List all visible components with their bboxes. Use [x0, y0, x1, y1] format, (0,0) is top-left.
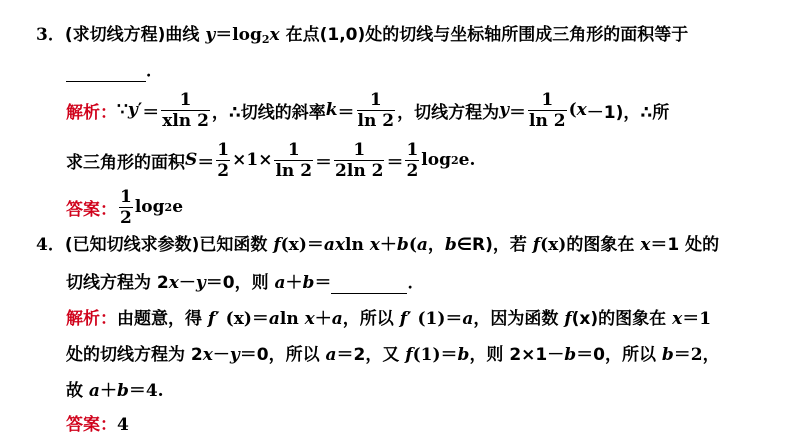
var-a: a — [331, 309, 343, 329]
ln: ln — [345, 235, 370, 255]
arg: (x) — [280, 235, 307, 255]
text: ＝0，所以 — [576, 345, 662, 365]
var-b: b — [661, 345, 674, 365]
frac-1-over-2 — [119, 187, 133, 228]
q3-sub: 2 — [261, 33, 270, 46]
text: 处的切线方程为 2 — [66, 345, 203, 365]
text: ，切线方程为 — [397, 102, 500, 123]
eq: ＝ — [142, 102, 160, 123]
var-a: a — [325, 345, 337, 365]
var-b: b — [444, 235, 457, 255]
frac-1-over-ln2 — [528, 90, 567, 131]
text: (x)＝ — [219, 309, 269, 329]
q3-analysis-line2 — [66, 138, 475, 182]
var-y: y — [127, 100, 138, 120]
frac-num: 1 — [353, 139, 366, 160]
frac-den: 2 — [217, 160, 230, 181]
frac-den: xln 2 — [162, 110, 209, 131]
text: (1)＝ — [412, 345, 458, 365]
prime: ′ — [215, 309, 220, 329]
text: 故 — [66, 381, 89, 401]
text: ∈R)，若 — [456, 235, 533, 255]
because-symbol: ∵ — [117, 100, 128, 120]
frac-num: 1 — [541, 89, 554, 110]
q3-answer-label: 答案： — [66, 199, 117, 220]
var-a: a — [274, 273, 286, 293]
log: log — [134, 197, 165, 217]
text: －1)，∴所 — [586, 102, 670, 123]
text: ，∴切线的斜率 — [211, 102, 326, 123]
sub: 2 — [450, 153, 459, 167]
q3-text: 曲线 — [165, 25, 206, 45]
var-y: y — [229, 345, 240, 365]
q4-analysis-label: 解析： — [66, 309, 117, 329]
q4-analysis-line3 — [66, 376, 164, 401]
text: (1)＝ — [411, 309, 463, 329]
q4-tag: (已知切线求参数) — [64, 235, 200, 255]
eq: ＝ — [509, 102, 526, 123]
blank-line — [66, 61, 146, 82]
q3-answer-blank — [66, 56, 163, 82]
text: ，则 2×1－ — [469, 345, 565, 365]
var-b: b — [457, 345, 470, 365]
frac-1-over-2 — [216, 140, 230, 181]
frac-num: 1 — [406, 139, 419, 160]
e: e — [172, 197, 184, 217]
frac-den: ln 2 — [275, 160, 313, 181]
var-b: b — [396, 235, 409, 255]
frac-den: 2 — [120, 207, 132, 228]
var-k: k — [325, 100, 338, 120]
var-b: b — [302, 273, 315, 293]
eq: ＝ — [315, 152, 333, 173]
q4-analysis-line2 — [66, 340, 720, 365]
q3-analysis-label: 解析： — [66, 102, 117, 123]
var-f: f — [273, 235, 281, 255]
times: ×1× — [232, 150, 273, 170]
text: ＝2， — [673, 345, 720, 365]
q3-end: ． — [146, 61, 163, 81]
e: e. — [458, 150, 476, 170]
frac-den: 2 — [406, 160, 419, 181]
var-f: f — [405, 345, 413, 365]
var-f: f — [207, 309, 216, 329]
q3-question — [36, 20, 688, 46]
paren: ( — [568, 100, 577, 120]
minus: － — [212, 345, 230, 365]
text: ＝0，则 — [205, 273, 275, 293]
q4-answer-value: 4 — [117, 415, 129, 435]
text: ，所以 — [342, 309, 400, 329]
var-f: f — [564, 309, 572, 329]
text: 已知函数 — [199, 235, 274, 255]
prime: ′ — [407, 309, 412, 329]
var-x: x — [369, 235, 380, 255]
eq: ＝ — [337, 102, 355, 123]
text: ＝2，又 — [336, 345, 406, 365]
q3-answer — [66, 185, 183, 229]
plus: ＋ — [314, 309, 332, 329]
var-a: a — [268, 309, 280, 329]
text: 由题意，得 — [117, 309, 208, 329]
var-a: a — [323, 235, 335, 255]
frac-num: 1 — [179, 89, 192, 110]
frac-1-over-2 — [405, 140, 419, 181]
frac-den: ln 2 — [357, 110, 395, 131]
text: ＝4. — [128, 381, 164, 401]
plus: ＋ — [379, 235, 397, 255]
var-x: x — [672, 309, 683, 329]
q3-number: 3． — [36, 25, 65, 45]
frac-num: 1 — [120, 186, 132, 207]
text: 的图象在 — [566, 235, 641, 255]
q4-answer — [66, 410, 129, 435]
text: ＝1 处的 — [650, 235, 720, 255]
plus: ＋ — [99, 381, 117, 401]
var-a: a — [462, 309, 474, 329]
paren: ( — [408, 235, 417, 255]
q3-tag: (求切线方程) — [64, 25, 166, 45]
frac-num: 1 — [369, 89, 382, 110]
var-x: x — [334, 235, 346, 255]
var-x: x — [304, 309, 315, 329]
text: 求三角形的面积 — [66, 152, 185, 173]
frac-1-over-ln2 — [274, 140, 313, 181]
eq: ＝ — [197, 152, 215, 173]
q4-question-line2 — [66, 268, 424, 294]
var-x: x — [202, 345, 213, 365]
q3-var-y: y — [205, 25, 216, 45]
eq: ＝ — [386, 152, 404, 173]
blank-line — [331, 273, 407, 294]
minus: － — [178, 273, 196, 293]
sub: 2 — [164, 200, 173, 214]
var-a: a — [416, 235, 428, 255]
q3-text2: 在点(1,0)处的切线与坐标轴所围成三角形的面积等于 — [279, 25, 689, 45]
text: (x)的图象在 — [571, 309, 673, 329]
arg: (x) — [540, 235, 567, 255]
q4-analysis-line1 — [66, 304, 711, 329]
log: log — [421, 150, 451, 170]
frac-num: 1 — [217, 139, 230, 160]
frac-den: ln 2 — [529, 110, 566, 131]
q4-answer-label: 答案： — [66, 415, 117, 435]
frac-1-over-xln2 — [161, 90, 210, 131]
q4-number: 4． — [36, 235, 65, 255]
eq: ＝ — [306, 235, 324, 255]
q3-var-x: x — [269, 25, 280, 45]
text: ，因为函数 — [473, 309, 565, 329]
var-b: b — [116, 381, 129, 401]
var-f: f — [532, 235, 541, 255]
ln: ln — [279, 309, 305, 329]
frac-den: 2ln 2 — [335, 160, 384, 181]
var-b: b — [564, 345, 577, 365]
comma: ， — [427, 235, 445, 255]
text: ＝0，所以 — [239, 345, 326, 365]
q3-eq: ＝log — [215, 25, 262, 45]
var-x: x — [168, 273, 179, 293]
text: 切线方程为 2 — [66, 273, 169, 293]
var-x: x — [576, 100, 587, 120]
var-x: x — [640, 235, 651, 255]
var-y: y — [195, 273, 206, 293]
frac-num: 1 — [287, 139, 300, 160]
var-f: f — [399, 309, 408, 329]
var-y: y — [499, 100, 509, 120]
q4-question-line1 — [36, 230, 719, 255]
text: ＝1 — [682, 309, 712, 329]
plus: ＋ — [285, 273, 303, 293]
period: ． — [407, 273, 425, 293]
prime: ′ — [137, 100, 143, 120]
var-a: a — [88, 381, 100, 401]
var-s: S — [185, 150, 198, 170]
eq: ＝ — [314, 273, 332, 293]
frac-1-over-ln2 — [357, 90, 396, 131]
q3-analysis-line1 — [66, 88, 669, 132]
frac-1-over-2ln2 — [334, 140, 384, 181]
